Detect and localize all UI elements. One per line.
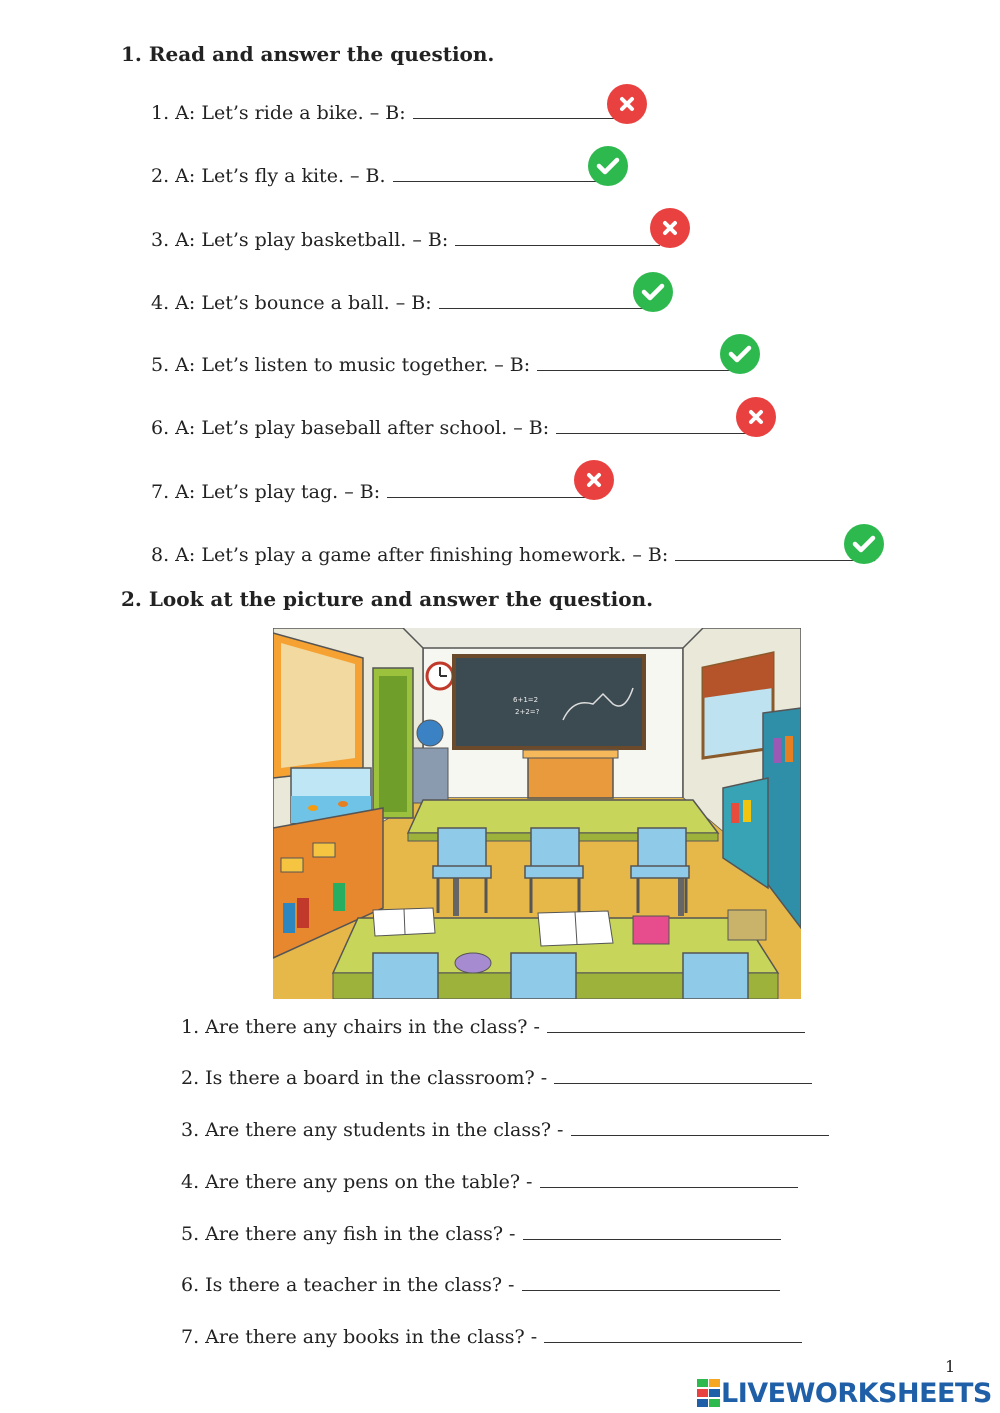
- question-3: [151, 229, 667, 251]
- check-mark-icon: [720, 334, 760, 374]
- picture-question-5: [181, 1223, 782, 1245]
- question-text: 1. A: Let’s ride a bike. – B:: [151, 102, 412, 124]
- x-mark-icon: [574, 460, 614, 500]
- answer-blank[interactable]: [554, 1082, 812, 1084]
- liveworksheets-logo[interactable]: [697, 1376, 992, 1410]
- question-2: [151, 165, 605, 187]
- question-7: [151, 481, 599, 503]
- x-mark-icon: [607, 84, 647, 124]
- svg-text:6+1=2: 6+1=2: [513, 696, 539, 704]
- question-8: [151, 544, 877, 566]
- question-6: [151, 417, 768, 439]
- answer-blank[interactable]: [393, 180, 598, 182]
- answer-blank[interactable]: [540, 1186, 798, 1188]
- answer-blank[interactable]: [571, 1134, 829, 1136]
- question-text: 5. A: Let’s listen to music together. – B:: [151, 354, 537, 376]
- picture-question-1: [181, 1016, 806, 1038]
- question-text: 7. Are there any books in the class? -: [181, 1326, 544, 1348]
- check-mark-icon: [844, 524, 884, 564]
- x-mark-icon: [736, 397, 776, 437]
- picture-question-2: [181, 1067, 813, 1089]
- question-text: 8. A: Let’s play a game after finishing homework. – B:: [151, 544, 675, 566]
- answer-blank[interactable]: [544, 1341, 802, 1343]
- question-text: 7. A: Let’s play tag. – B:: [151, 481, 387, 503]
- logo-text: LIVEWORKSHEETS: [721, 1377, 992, 1409]
- answer-blank[interactable]: [413, 117, 618, 119]
- question-text: 5. Are there any fish in the class? -: [181, 1223, 522, 1245]
- classroom-illustration: [273, 628, 801, 999]
- question-text: 2. Is there a board in the classroom? -: [181, 1067, 554, 1089]
- question-text: 6. A: Let’s play baseball after school. – B:: [151, 417, 556, 439]
- answer-blank[interactable]: [387, 496, 592, 498]
- answer-blank[interactable]: [547, 1031, 805, 1033]
- answer-blank[interactable]: [556, 432, 761, 434]
- question-text: 3. A: Let’s play basketball. – B:: [151, 229, 455, 251]
- answer-blank[interactable]: [537, 369, 742, 371]
- question-5: [151, 354, 749, 376]
- x-mark-icon: [650, 208, 690, 248]
- answer-blank[interactable]: [522, 1289, 780, 1291]
- question-text: 1. Are there any chairs in the class? -: [181, 1016, 546, 1038]
- svg-text:2+2=?: 2+2=?: [515, 708, 540, 716]
- picture-question-4: [181, 1171, 799, 1193]
- section-1-title: 1. Read and answer the question.: [121, 42, 495, 66]
- question-1: [151, 102, 625, 124]
- question-text: 4. Are there any pens on the table? -: [181, 1171, 539, 1193]
- answer-blank[interactable]: [439, 307, 644, 309]
- question-4: [151, 292, 651, 314]
- question-text: 6. Is there a teacher in the class? -: [181, 1274, 521, 1296]
- answer-blank[interactable]: [675, 559, 870, 561]
- question-text: 3. Are there any students in the class? -: [181, 1119, 570, 1141]
- page-number: 1: [945, 1357, 956, 1376]
- picture-question-6: [181, 1274, 781, 1296]
- answer-blank[interactable]: [523, 1238, 781, 1240]
- question-text: 2. A: Let’s fly a kite. – B.: [151, 165, 392, 187]
- question-text: 4. A: Let’s bounce a ball. – B:: [151, 292, 438, 314]
- picture-question-7: [181, 1326, 803, 1348]
- check-mark-icon: [633, 272, 673, 312]
- check-mark-icon: [588, 146, 628, 186]
- logo-blocks-icon: [697, 1379, 721, 1407]
- section-2-title: 2. Look at the picture and answer the question.: [121, 587, 654, 611]
- picture-question-3: [181, 1119, 830, 1141]
- answer-blank[interactable]: [455, 244, 660, 246]
